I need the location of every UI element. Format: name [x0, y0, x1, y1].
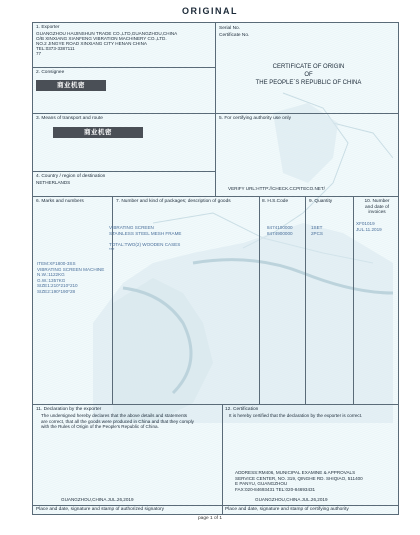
certificate-title-line: OF: [304, 72, 313, 78]
invoice-line: XF01019: [356, 221, 375, 226]
serial-label: Serial No.: [219, 26, 241, 31]
exporter-line: 77: [36, 51, 42, 56]
destination-value: NETHERLANDS: [36, 180, 71, 185]
destination-label: 4. Country / region of destination: [36, 174, 106, 179]
marks-line: G.W.:1357KG: [37, 277, 66, 283]
certificate-sheet: [32, 22, 399, 515]
marks-line: SIZE2:190*190*28: [37, 288, 76, 294]
document-title: ORIGINAL: [182, 6, 238, 16]
marks-line: ITEM:XF1800-3SS: [37, 261, 76, 266]
exporter-line: TEL:0373-3387111: [36, 46, 75, 51]
description-column-header: 7. Number and kind of packages; description of goods: [116, 199, 231, 204]
declaration-signature-label: Place and date, signature and stamp of authorized signatory: [36, 507, 164, 512]
invoice-line: JUL.11.2019: [356, 226, 382, 232]
declaration-line: are correct, that all the goods were produced in China and that they comply: [41, 418, 194, 424]
address-line: ADDRESS:RM406, MUNICIPAL EXAMINE & APPROVALS: [235, 470, 356, 475]
verify-url: VERIFY URL:HTTP://CHECK.CCPITECO.NET/: [228, 186, 325, 191]
invoices-header-line: and date of: [364, 204, 389, 210]
marks-line: SIZE1:210*210*210: [37, 283, 78, 289]
address-line: FAX:020-84693431 TEL:020-84693431: [235, 486, 316, 492]
declaration-line: with the Rules of Origin of the People's Republic of China.: [41, 424, 159, 430]
transport-redacted-seal: 商业机密: [53, 127, 143, 138]
marks-line: VIBRATING SCREEN MACHINE: [37, 266, 105, 272]
invoices-header-line: 10. Number: [364, 199, 390, 204]
page-number: page 1 of 1: [197, 516, 222, 521]
marks-line: N.W.:1122KG: [37, 272, 65, 278]
exporter-label: 1. Exporter: [36, 25, 60, 30]
goods-description: [109, 225, 182, 253]
exporter-line: NO.2 JINGYE ROAD XINXIANG CITY HENAN CHINA: [36, 41, 147, 46]
exporter-line: GUANGZHOU HAIJINSHUN TRADE CO.,LTD,GUANGZHOU,CHINA: [36, 31, 178, 36]
certification-place-date: GUANGZHOU,CHINA JUL.26,2019: [255, 497, 328, 502]
description-line: ***: [109, 247, 115, 253]
description-line: STAINLESS STEEL MESH FRAME: [109, 230, 182, 236]
shipping-marks: [37, 261, 104, 295]
certificate-number-label: Certificate No.: [219, 33, 250, 38]
certification-label: 12. Certification: [225, 407, 259, 412]
certificate-title-line: CERTIFICATE OF ORIGIN: [272, 64, 345, 70]
certification-signature-label: Place and date, signature and stamp of certifying authority: [225, 507, 349, 512]
description-line: VIBRATING SCREEN: [109, 225, 154, 230]
description-line: TOTAL:TWO(2) WOODEN CASES: [109, 241, 181, 247]
authority-label: 5. For certifying authority use only: [219, 116, 291, 121]
hs-code: 8474100000: [267, 225, 293, 230]
exporter-line: O/B XINXIANG XIANFENG VIBRATION MACHINERY CO.,LTD.: [36, 36, 167, 41]
hs-codes: [267, 225, 293, 236]
declaration-place-date: GUANGZHOU,CHINA JUL.26,2019: [61, 497, 134, 502]
invoices-column-header: [357, 199, 397, 216]
hs-code: 8474900000: [267, 230, 293, 236]
declaration-line: The undersigned hereby declares that the above details and statements: [41, 413, 188, 418]
certificate-title-line: THE PEOPLE`S REPUBLIC OF CHINA: [255, 80, 362, 86]
certification-text: It is hereby certified that the declaration by the exporter is correct.: [229, 413, 363, 418]
certifying-authority-address: [235, 470, 363, 492]
quantity-value: 2PCS: [311, 230, 324, 236]
invoices-header-line: invoices: [368, 210, 386, 216]
address-line: E PANYU, GUANGZHOU: [235, 481, 288, 487]
address-line: SERVICE CENTER, NO. 319, QINGHE RD. SHIQIAO, 511400: [235, 475, 363, 481]
marks-column-header: 6. Marks and numbers: [36, 199, 84, 204]
consignee-label: 2. Consignee: [36, 70, 65, 75]
invoice-info: [356, 221, 382, 232]
certificate-title: [219, 63, 398, 87]
declaration-text: [41, 413, 194, 430]
transport-label: 3. Means of transport and route: [36, 116, 103, 121]
declaration-label: 11. Declaration by the exporter: [36, 407, 102, 412]
quantities: [311, 225, 323, 236]
hs-code-column-header: 8. H.S.Code: [262, 199, 289, 204]
consignee-redacted-seal: 商业机密: [36, 80, 106, 91]
quantity-value: 1SET: [311, 225, 323, 230]
quantity-column-header: 9. Quantity: [309, 199, 333, 204]
